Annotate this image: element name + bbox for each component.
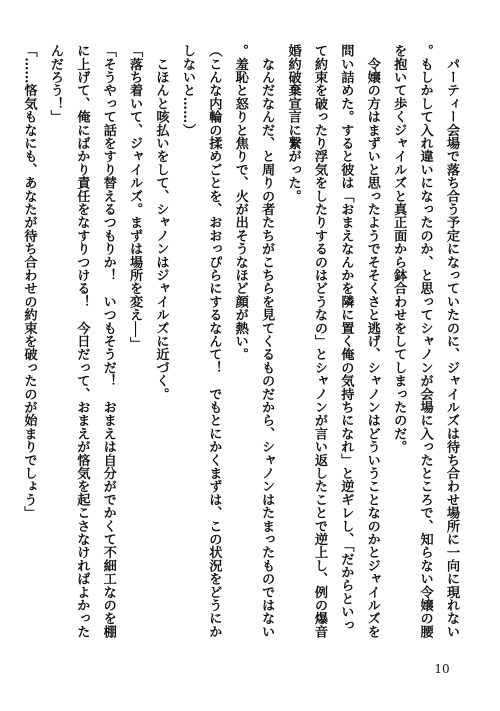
paragraph: 令嬢の方はまずいと思ったようでそそくさと逃げ、シャノンはどういうことなのかとジャイルズを問い詰めた。すると彼は「おまえなんかを隣に置く俺の気持ちになれ」と逆ギレし、「だからといって約束を破ったり浮気をしたりするのはどうなの」とシャノンが言い返したことで逆上し、例の爆音婚約破棄宣言に繋がった。 [285, 44, 380, 638]
paragraph: 「そうやって話をすり替えるつもりか！ いつもそうだ！ おまえは自分がでかくて不細工なのを棚に上げて、俺にばかり責任をなすりつける！ 今日だって、おまえが悋気を起こさなければよかったんだろう！」 [47, 44, 116, 638]
paragraph: 「……悋気もなにも、あなたが待ち合わせの約束を破ったのが始まりでしょう」 [21, 44, 37, 520]
paragraph: なんだなんだ、と周りの者たちがこちらを見てくるものだから、シャノンはたまったものではない。羞恥と怒りと焦りで、火が出そうなほど顔が熱い。 [232, 44, 275, 638]
paragraph: パーティー会場で落ち合う予定になっていたのに、ジャイルズは待ち合わせ場所に一向に現れない。もしかして入れ違いになったのか、と思ってシャノンが会場に入ったところで、知らない令嬢の腰を抱いて歩くジャイルズと真正面から鉢合わせをしてしまったのだ。 [391, 44, 459, 638]
paragraph: 「落ち着いて、ジャイルズ。まずは場所を変え──」 [127, 44, 143, 351]
paragraph: （こんな内輪の揉めごとを、おおっぴらにするなんて！ でもとにかくまずは、この状況をどうにかしないと……） [179, 44, 222, 638]
paragraph: こほんと咳払いをして、シャノンはジャイルズに近づく。 [153, 44, 169, 401]
vertical-text-body [21, 44, 464, 644]
page-number: 10 [434, 662, 450, 676]
